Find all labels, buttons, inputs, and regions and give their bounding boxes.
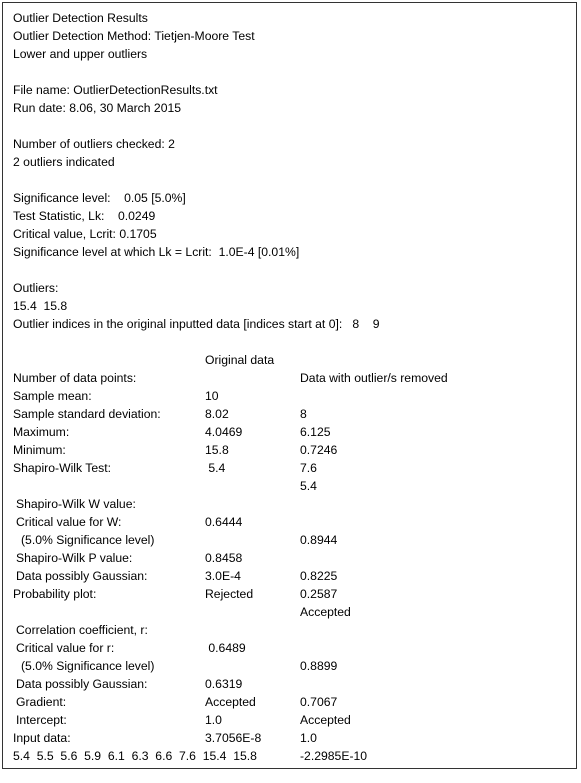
detection-method: Outlier Detection Method: Tietjen-Moore Test <box>13 29 255 43</box>
shapiro-gauss-removed: Accepted <box>300 605 351 619</box>
prob-crit-original: 0.6319 <box>205 677 243 691</box>
shapiro-p-label: Shapiro-Wilk P value: <box>16 551 133 565</box>
prob-gauss-original: Accepted <box>205 695 256 709</box>
significance-level: Significance level: 0.05 [5.0%] <box>13 191 186 205</box>
shapiro-crit-original: 0.8458 <box>205 551 243 565</box>
row-removed: 7.6 <box>300 461 317 475</box>
prob-crit-sub: (5.0% Significance level) <box>21 659 155 673</box>
col-removed-header: Data with outlier/s removed <box>300 371 448 385</box>
row-original: 4.0469 <box>205 425 243 439</box>
row-label: Sample mean: <box>13 389 92 403</box>
row-original: 5.4 <box>205 461 226 475</box>
input-data-label: Input data: <box>13 731 71 745</box>
critical-value: Critical value, Lcrit: 0.1705 <box>13 227 157 241</box>
outliers-indicated: 2 outliers indicated <box>13 155 115 169</box>
prob-gauss-label: Data possibly Gaussian: <box>16 677 148 691</box>
input-data-values: 5.4 5.5 5.6 5.9 6.1 6.3 6.6 7.6 15.4 15.8 <box>13 749 257 763</box>
prob-crit-removed: 0.7067 <box>300 695 338 709</box>
prob-intercept-label: Intercept: <box>16 713 67 727</box>
file-name: File name: OutlierDetectionResults.txt <box>13 83 218 97</box>
prob-r-label: Correlation coefficient, r: <box>16 623 148 637</box>
row-removed: 6.125 <box>300 425 331 439</box>
shapiro-crit-removed: 0.8225 <box>300 569 338 583</box>
row-label: Number of data points: <box>13 371 137 385</box>
prob-r-removed: 0.8899 <box>300 659 338 673</box>
row-original: 15.8 <box>205 443 229 457</box>
run-date: Run date: 8.06, 30 March 2015 <box>13 101 182 115</box>
shapiro-w-label: Shapiro-Wilk W value: <box>16 497 136 511</box>
outlier-values: 15.4 15.8 <box>13 299 68 313</box>
prob-crit-label: Critical value for r: <box>16 641 115 655</box>
significance-at-critical: Significance level at which Lk = Lcrit: 1.0E-4 [0.01%] <box>13 245 300 259</box>
shapiro-p-original: 3.0E-4 <box>205 569 241 583</box>
shapiro-crit-label: Critical value for W: <box>16 515 122 529</box>
row-label: Minimum: <box>13 443 66 457</box>
results-document <box>13 9 573 765</box>
row-label: Sample standard deviation: <box>13 407 161 421</box>
prob-intercept-removed: -2.2985E-10 <box>300 749 368 763</box>
row-original: 10 <box>205 389 219 403</box>
outlier-type: Lower and upper outliers <box>13 47 148 61</box>
test-statistic: Test Statistic, Lk: 0.0249 <box>13 209 156 223</box>
prob-intercept-original: 3.7056E-8 <box>205 731 262 745</box>
shapiro-title: Shapiro-Wilk Test: <box>13 461 111 475</box>
col-original-header: Original data <box>205 353 275 367</box>
row-removed: 0.7246 <box>300 443 338 457</box>
shapiro-crit-sub: (5.0% Significance level) <box>21 533 155 547</box>
row-removed: 5.4 <box>300 479 317 493</box>
prob-gradient-removed: 1.0 <box>300 731 317 745</box>
prob-title: Probability plot: <box>13 587 97 601</box>
prob-gauss-removed: Accepted <box>300 713 351 727</box>
shapiro-gauss-original: Rejected <box>205 587 254 601</box>
row-original: 8.02 <box>205 407 229 421</box>
shapiro-w-original: 0.6444 <box>205 515 243 529</box>
results-title: Outlier Detection Results <box>13 11 148 25</box>
shapiro-gauss-label: Data possibly Gaussian: <box>16 569 148 583</box>
row-removed: 8 <box>300 407 307 421</box>
prob-r-original: 0.6489 <box>205 641 246 655</box>
results-frame <box>2 2 577 769</box>
prob-gradient-original: 1.0 <box>205 713 222 727</box>
outliers-label: Outliers: <box>13 281 59 295</box>
row-label: Maximum: <box>13 425 70 439</box>
outliers-checked: Number of outliers checked: 2 <box>13 137 175 151</box>
shapiro-p-removed: 0.2587 <box>300 587 338 601</box>
prob-gradient-label: Gradient: <box>16 695 67 709</box>
outlier-indices: Outlier indices in the original inputted data [indices start at 0]: 8 9 <box>13 317 380 331</box>
shapiro-w-removed: 0.8944 <box>300 533 338 547</box>
